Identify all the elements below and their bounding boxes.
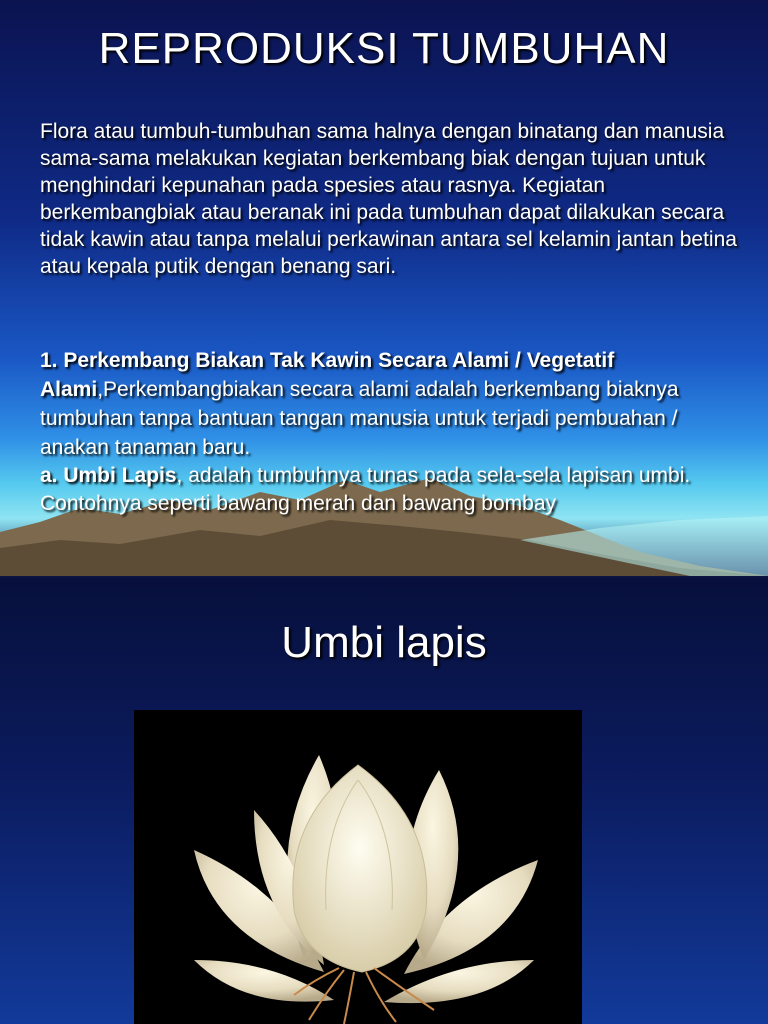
point-a-heading: a. Umbi Lapis xyxy=(40,464,177,487)
point-1-text: ,Perkembangbiakan secara alami adalah berkembang biaknya tumbuhan tanpa bantuan tangan manusia untuk terjadi pembuahan / anakan tanaman baru. xyxy=(40,378,679,459)
point-1-heading: 1. Perkembang Biakan Tak Kawin Secara Alami / Vegetatif Alami xyxy=(40,349,615,401)
point-a-text: , adalah tumbuhnya tunas pada sela-sela lapisan umbi. Contohnya seperti bawang merah dan bawang bombay xyxy=(40,464,691,515)
onion-bulb-photo xyxy=(134,710,582,1024)
point-a-paragraph xyxy=(40,462,740,518)
slide-title: Umbi lapis xyxy=(281,618,487,667)
intro-paragraph: Flora atau tumbuh-tumbuhan sama halnya dengan binatang dan manusia sama-sama melakukan kegiatan berkembang biak dengan tujuan untuk menghindari kepunahan pada spesies atau rasnya. Kegiatan berkembangbiak atau beranak ini pada tumbuhan dapat dilakukan secara tidak kawin atau tanpa melalui perkawinan antara sel kelamin jantan betina atau kepala putik dengan benang sari. xyxy=(40,120,737,278)
slide-title: REPRODUKSI TUMBUHAN xyxy=(98,24,670,73)
slide-umbi-lapis xyxy=(0,578,768,1024)
point-1-paragraph xyxy=(40,346,740,462)
